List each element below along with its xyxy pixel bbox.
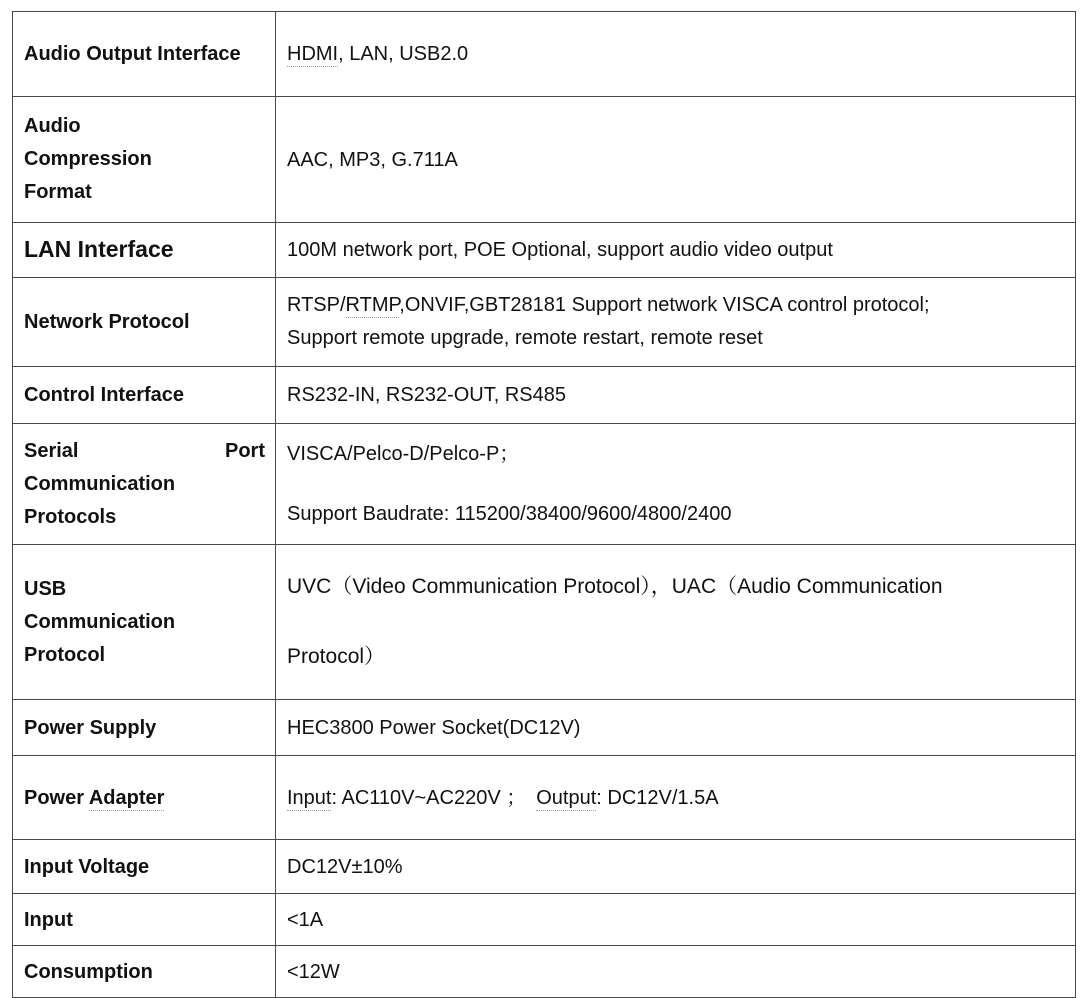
table-row <box>13 840 1076 894</box>
label-line: Protocols <box>24 505 117 528</box>
row-value <box>276 278 1076 367</box>
label-line: USB <box>24 577 67 600</box>
row-label: Input Voltage <box>13 840 276 894</box>
value-part: , LAN, USB2.0 <box>338 43 469 65</box>
value-part: RTSP/ <box>287 294 346 316</box>
value-part: : DC12V/1.5A <box>596 786 719 809</box>
label-line: Audio <box>24 115 81 137</box>
row-label <box>13 756 276 840</box>
label-line: Protocol <box>24 643 106 666</box>
value-part: ,ONVIF,GBT28181 Support network VISCA control protocol; <box>399 294 930 316</box>
value-part: Output <box>536 786 597 809</box>
value-part: Input <box>287 786 332 809</box>
label-word: Serial <box>24 439 79 462</box>
table-row <box>13 424 1076 545</box>
specification-table <box>12 11 1076 998</box>
value-line: Support remote upgrade, remote restart, remote reset <box>287 327 763 349</box>
row-value: <12W <box>276 946 1076 998</box>
row-label: Power Supply <box>13 700 276 756</box>
row-value: AAC, MP3, G.711A <box>276 97 1076 223</box>
label-line: Compression <box>24 148 152 170</box>
row-label <box>13 424 276 545</box>
label-line: Format <box>24 181 92 203</box>
row-label <box>13 97 276 223</box>
value-line: UVC（Video Communication Protocol），UAC（Audio Communication <box>287 574 943 598</box>
table-row <box>13 946 1076 998</box>
value-line: Protocol） <box>287 645 386 668</box>
table-row <box>13 367 1076 424</box>
label-line: Communication <box>24 472 176 495</box>
row-label: Network Protocol <box>13 278 276 367</box>
row-value <box>276 545 1076 700</box>
table-row <box>13 278 1076 367</box>
row-value <box>276 12 1076 97</box>
row-value <box>276 756 1076 840</box>
value-line: VISCA/Pelco-D/Pelco-P； <box>287 443 520 465</box>
row-label: Control Interface <box>13 367 276 424</box>
table-row <box>13 894 1076 946</box>
row-label: Audio Output Interface <box>13 12 276 97</box>
label-part: Adapter <box>88 786 165 809</box>
row-label: Consumption <box>13 946 276 998</box>
table-row <box>13 756 1076 840</box>
table-row <box>13 223 1076 278</box>
table-row <box>13 97 1076 223</box>
row-label: Input <box>13 894 276 946</box>
table-row <box>13 12 1076 97</box>
table-row <box>13 700 1076 756</box>
row-value: 100M network port, POE Optional, support audio video output <box>276 223 1076 278</box>
row-value: RS232-IN, RS232-OUT, RS485 <box>276 367 1076 424</box>
row-value: HEC3800 Power Socket(DC12V) <box>276 700 1076 756</box>
value-part: HDMI <box>287 43 339 65</box>
value-line <box>287 289 1063 322</box>
row-label <box>13 545 276 700</box>
row-label: LAN Interface <box>13 223 276 278</box>
row-value <box>276 424 1076 545</box>
label-line: Communication <box>24 610 176 633</box>
label-line <box>24 435 265 468</box>
label-part: Power <box>24 786 89 809</box>
row-value: DC12V±10% <box>276 840 1076 894</box>
value-line: Support Baudrate: 115200/38400/9600/4800/2400 <box>287 503 732 525</box>
row-value: <1A <box>276 894 1076 946</box>
label-word: Port <box>225 439 265 462</box>
value-part: : AC110V~AC220V ； <box>331 786 527 809</box>
table-row <box>13 545 1076 700</box>
value-part: RTMP <box>345 294 400 316</box>
